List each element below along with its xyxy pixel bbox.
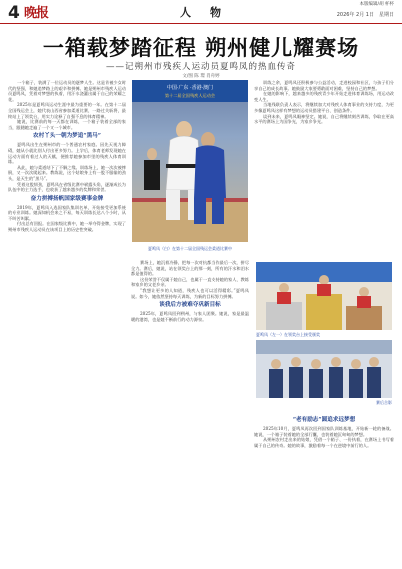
section-heading: 谈我后方被难夺巩新目标 (159, 302, 221, 309)
section-title: 人 物 (180, 6, 225, 19)
section-heading: 奋力拼搏扬帆国家级赛事金牌 (30, 195, 104, 202)
paragraph: 2025年，夏鸣凤回到朔州，与家人团聚。她说，家是最温暖的港湾，也是她不断前行的动力源泉。 (131, 311, 249, 322)
article-headline: 一箱载梦踏征程 朔州健儿耀赛场 (42, 35, 360, 60)
paragraph: 凭着这股韧劲，夏鸣凤在省级比赛中崭露头角，逐渐成长为队伍中的主力选手，也收获了越来越多的奖牌和荣誉。 (8, 181, 126, 193)
paragraph: 谈到未来，夏鸣凤眼神坚定。她说，自己将继续刻苦训练，争取在更高水平的赛场上为国争光，为家乡争光。 (254, 113, 394, 125)
paragraph: 训练之余，夏鸣凤还积极参与公益活动，走进校园和社区，与孩子们分享自己的成长故事。她鼓励大家要勇敢面对困难，坚持自己的梦想。 (254, 80, 394, 91)
issue-date: 2026年 2月 1日 星期日 (336, 12, 394, 18)
paragraph: “我想让更多的人知道，残疾人也可以活得精彩。”夏鸣凤说。如今，她依然坚持每天训练，为新的目标努力拼搏。 (131, 287, 249, 299)
group-photo-caption: 赛后合影 (376, 400, 392, 405)
paragraph: 从朔州农村走出来的姑娘，凭借一个箱子、一份执着，在赛场上书写着属于自己的传奇。她的故事，激励着每一个在逆境中前行的人。 (254, 437, 394, 448)
podium-photo (256, 262, 392, 330)
paragraph: 这份荣誉不仅属于她自己，也属于一直支持她的家人、教练和家乡的父老乡亲。 (131, 276, 249, 288)
judo-match-photo (132, 80, 248, 242)
paragraph: 付出总有回报。在国家级比赛中，她一举夺得金牌，实现了朔州市残疾人运动员在该项目上的历史性突破。 (8, 221, 126, 233)
paragraph: 当地残联负责人表示，将继续加大对残疾人体育事业的支持力度，为更多像夏鸣凤这样有梦想的运动员搭建平台、创造条件。 (254, 102, 394, 113)
page-header (0, 0, 402, 24)
paragraph: 在她的影响下，越来越多的残疾青少年开始走进体育训练场，用运动改变人生。 (254, 91, 394, 102)
photo-games-text: 第十二届全国残疾人运动会 (164, 93, 216, 98)
editor-credit: 本版编辑/胡 杯杯 (359, 2, 394, 7)
main-photo-caption: 夏鸣凤（白）在第十二届全国残运会柔道比赛中 (148, 246, 232, 251)
article-byline: 文/图 陈 璟 肖舟婷 (182, 74, 220, 79)
page-number: 4 (8, 3, 20, 23)
article-column-1 (8, 80, 126, 556)
paragraph: 赛场上，她沉着冷静，把每一次对抗都当作最后一次，拼尽全力。赛后，她说，站在领奖台上的那一刻，所有的汗水和泪水都是值得的。 (131, 260, 249, 277)
section-heading: 农村丫头一朝为梦追“黑马” (33, 133, 101, 140)
paragraph: 2019年，夏鸣凤入选国家队集训名单，开始接受更加系统的专业训练。她深知机会来之不易，每天训练长达八个小时，从不叫苦叫累。 (8, 204, 126, 221)
photo-banner-text: 中国·广东 ·香港·澳门 (166, 85, 214, 91)
paper-name: 晚报 (24, 6, 49, 21)
paragraph: 2025年10月，夏鸣凤再次回到国家队训练基地，开始新一轮的备战。她说，一个箱子装着她的全部行囊，也装着她沉甸甸的梦想。 (254, 426, 394, 437)
article-column-3 (254, 80, 394, 258)
podium-photo-caption: 夏鸣凤（左一）在领奖台上接受颁奖 (256, 332, 320, 337)
article-subhead: ——记朔州市残疾人运动员夏鸣凤的热血传奇 (105, 62, 296, 72)
paragraph: 2025年是夏鸣凤运动生涯中最为重要的一年。在第十二届全国残运会上，她代表山西省参加柔道比赛，一路过关斩将，最终站上了领奖台，用实力诠释了自强不息的体育精神。 (8, 102, 126, 119)
paragraph: 她说，比赛前的每一天都在训练，一个箱子装着全部的家当，跟随她走遍了一个又一个城市。 (8, 119, 126, 130)
paragraph: 夏鸣凤出生在朔州市的一个普通农村家庭。因先天视力障碍，她从小就比别人付出更多努力。上学后，体育老师发现她在运动方面有着过人的天赋，便推荐她参加市里的残疾人体育训练。 (8, 142, 126, 165)
section-heading: “老有励志”圆追求远梦想 (292, 417, 356, 423)
article-column-2 (131, 260, 249, 556)
group-photo (256, 340, 392, 398)
paragraph: 一个箱子，装满了一位运动员的逐梦人生。这是肯被少女时代的坚强，和她追梦路上的艰辛和拼搏。她是朔州市残疾人运动员夏鸣凤，凭着对梦想的执着，用汗水浇灌出属于自己的荣耀之花。 (8, 80, 126, 102)
article-column-3-bottom (254, 414, 394, 556)
paragraph: 从此，她与柔道结下了不解之缘。训练场上，她一次次被摔倒，又一次次爬起来。教练说，这个姑娘身上有一股不服输的劲头，是天生的“黑马”。 (8, 164, 126, 181)
